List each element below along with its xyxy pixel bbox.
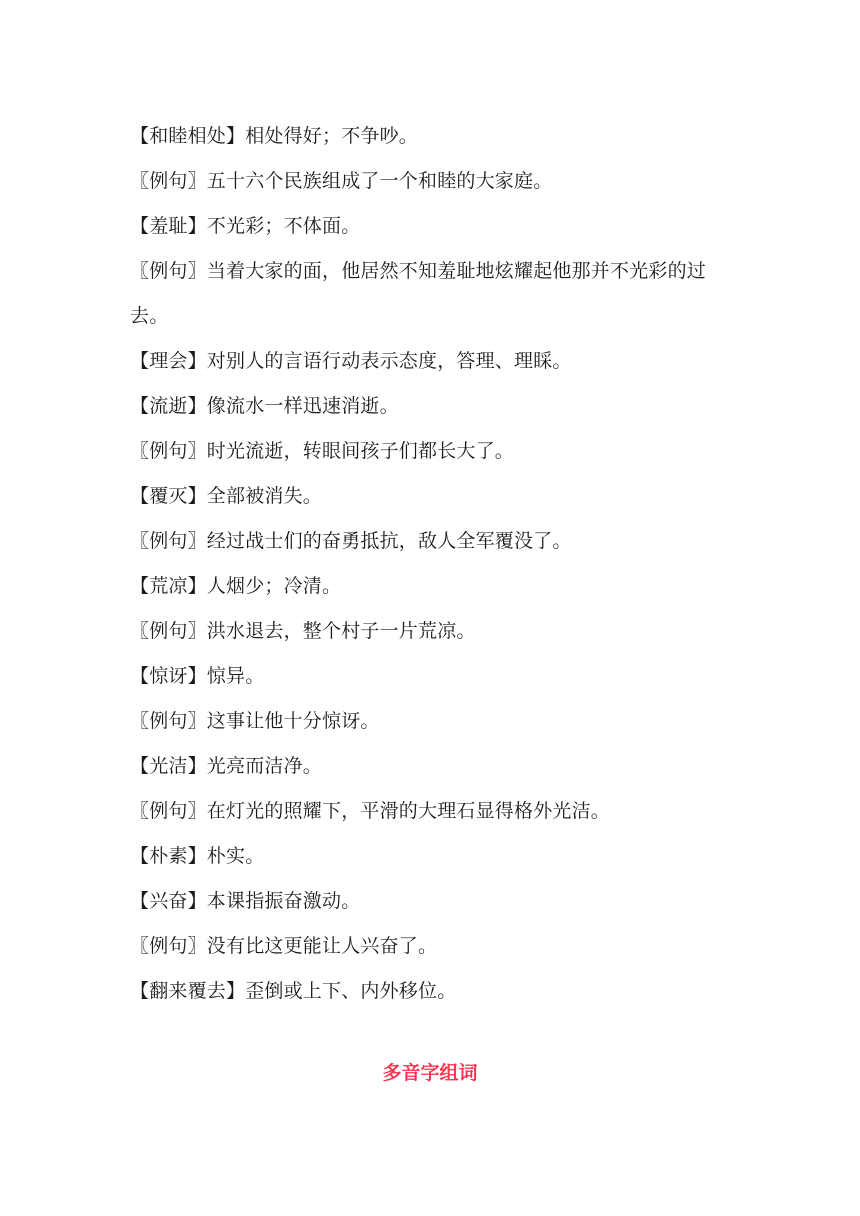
vocab-entry: 【惊讶】惊异。 xyxy=(130,665,265,687)
example-sentence: 〖例句〗这事让他十分惊讶。 xyxy=(130,710,380,732)
vocab-entry: 【翻来覆去】歪倒或上下、内外移位。 xyxy=(130,980,457,1002)
vocabulary-list xyxy=(130,114,740,1014)
vocab-entry: 【和睦相处】相处得好；不争吵。 xyxy=(130,125,419,147)
vocab-entry: 【荒凉】人烟少；冷清。 xyxy=(130,575,342,597)
vocab-entry: 【羞耻】不光彩；不体面。 xyxy=(130,215,361,237)
example-sentence-continuation: 去。 xyxy=(130,305,169,327)
section-title: 多音字组词 xyxy=(382,1062,478,1084)
example-sentence: 〖例句〗时光流逝，转眼间孩子们都长大了。 xyxy=(130,440,515,462)
example-sentence: 〖例句〗当着大家的面，他居然不知羞耻地炫耀起他那并不光彩的过 xyxy=(130,260,707,282)
vocab-entry: 【朴素】朴实。 xyxy=(130,845,265,867)
vocab-entry: 【流逝】像流水一样迅速消逝。 xyxy=(130,395,399,417)
example-sentence: 〖例句〗经过战士们的奋勇抵抗，敌人全军覆没了。 xyxy=(130,530,572,552)
example-sentence: 〖例句〗洪水退去，整个村子一片荒凉。 xyxy=(130,620,476,642)
vocab-entry: 【光洁】光亮而洁净。 xyxy=(130,755,323,777)
example-sentence: 〖例句〗五十六个民族组成了一个和睦的大家庭。 xyxy=(130,170,553,192)
vocab-entry: 【覆灭】全部被消失。 xyxy=(130,485,323,507)
vocab-entry: 【理会】对别人的言语行动表示态度，答理、理睬。 xyxy=(130,350,572,372)
example-sentence: 〖例句〗没有比这更能让人兴奋了。 xyxy=(130,935,438,957)
vocab-entry: 【兴奋】本课指振奋激动。 xyxy=(130,890,361,912)
example-sentence: 〖例句〗在灯光的照耀下，平滑的大理石显得格外光洁。 xyxy=(130,800,611,822)
